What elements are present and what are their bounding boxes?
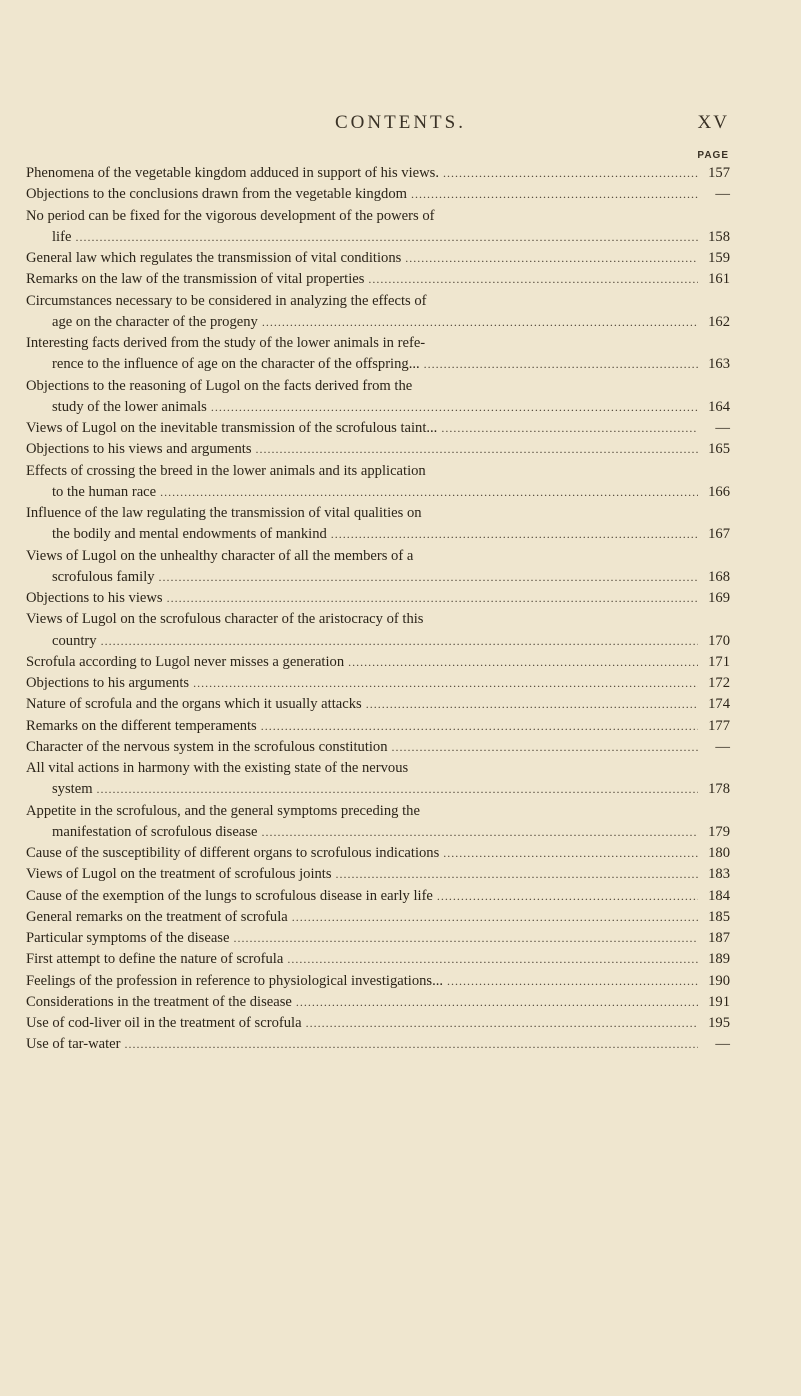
page-column-label: PAGE — [697, 150, 729, 161]
leader-dots — [336, 864, 698, 885]
toc-entry-line — [26, 333, 730, 354]
toc-entry-text: Character of the nervous system in the scrofulous constitution — [26, 738, 388, 755]
toc-page-number: 162 — [708, 313, 730, 330]
toc-page-number: 174 — [708, 696, 730, 713]
toc-page-number: 163 — [708, 356, 730, 373]
toc-entry-line — [26, 801, 730, 822]
toc-entry — [26, 758, 730, 801]
toc-entry-line — [26, 694, 730, 715]
toc-page-number: — — [715, 420, 730, 436]
toc-entry — [26, 694, 730, 715]
toc-page-number: 180 — [708, 845, 730, 861]
leader-dots — [405, 248, 698, 269]
toc-entry — [26, 333, 730, 376]
toc-entry-text: Appetite in the scrofulous, and the general symptoms preceding the — [26, 802, 420, 819]
toc-entry-line — [26, 524, 730, 545]
toc-entry — [26, 588, 730, 609]
toc-entry-line — [26, 822, 730, 843]
toc-page-number: 190 — [708, 972, 730, 989]
toc-entry-text: life — [52, 228, 72, 245]
toc-entry — [26, 248, 730, 269]
toc-entry-text: Use of tar-water — [26, 1036, 121, 1053]
toc-page-number: 161 — [708, 271, 730, 288]
toc-entry-line — [26, 864, 730, 885]
running-head-title: CONTENTS. — [335, 112, 466, 133]
leader-dots — [411, 184, 698, 205]
running-head — [0, 112, 801, 136]
toc-entry-line — [26, 673, 730, 694]
toc-entry-line — [26, 546, 730, 567]
toc-entry-line — [26, 397, 730, 418]
toc-entry — [26, 801, 730, 844]
toc-entry-text: manifestation of scrofulous disease — [52, 823, 258, 840]
toc-page-number: 165 — [708, 441, 730, 458]
leader-dots — [256, 439, 699, 460]
leader-dots — [306, 1013, 698, 1034]
toc-page-number: 184 — [708, 887, 730, 904]
toc-entry — [26, 291, 730, 334]
toc-page-number: 171 — [708, 653, 730, 670]
toc-entry-line — [26, 886, 730, 907]
toc-page-number: 191 — [708, 993, 730, 1010]
toc-entry-text: Cause of the susceptibility of different organs to scrofulous indications — [26, 845, 440, 861]
toc-page-number: — — [715, 1036, 730, 1053]
table-of-contents — [26, 163, 730, 1056]
toc-entry-line — [26, 1034, 730, 1055]
toc-entry — [26, 971, 730, 992]
toc-entry — [26, 546, 730, 589]
toc-entry-text: Remarks on the different temperaments — [26, 717, 257, 734]
toc-entry — [26, 1034, 730, 1055]
toc-entry-line — [26, 928, 730, 949]
leader-dots — [261, 716, 698, 737]
toc-entry — [26, 461, 730, 504]
toc-page-number: 164 — [708, 398, 730, 415]
toc-page-number: 177 — [708, 717, 730, 734]
toc-entry-line — [26, 312, 730, 333]
leader-dots — [368, 269, 698, 290]
leader-dots — [424, 354, 698, 375]
toc-entry — [26, 184, 730, 205]
toc-page-number: 169 — [708, 590, 730, 606]
toc-entry-text: Particular symptoms of the disease — [26, 930, 230, 946]
toc-page-number: 170 — [708, 632, 730, 649]
toc-entry — [26, 652, 730, 673]
toc-entry — [26, 269, 730, 290]
leader-dots — [447, 971, 698, 992]
toc-page-number: — — [715, 186, 730, 203]
leader-dots — [75, 227, 698, 248]
toc-entry-line — [26, 163, 730, 184]
toc-entry-line — [26, 758, 730, 779]
toc-entry-line — [26, 907, 730, 928]
toc-entry-line — [26, 609, 730, 630]
toc-entry-text: Objections to his arguments — [26, 675, 190, 691]
toc-entry-text: age on the character of the progeny — [52, 313, 258, 330]
toc-entry-text: All vital actions in harmony with the existing state of the nervous — [26, 760, 409, 776]
running-head-page-numeral: XV — [697, 112, 729, 133]
toc-entry — [26, 907, 730, 928]
toc-entry-text: Objections to his views — [26, 590, 163, 606]
toc-entry — [26, 886, 730, 907]
toc-entry-text: Considerations in the treatment of the disease — [26, 993, 292, 1010]
leader-dots — [437, 886, 698, 907]
toc-entry-line — [26, 269, 730, 290]
toc-entry-line — [26, 588, 730, 609]
toc-entry-line — [26, 567, 730, 588]
toc-entry-text: study of the lower animals — [52, 398, 207, 415]
toc-entry-line — [26, 227, 730, 248]
toc-entry-text: scrofulous family — [52, 568, 155, 585]
toc-page-number: 157 — [708, 165, 730, 181]
toc-page-number: — — [715, 738, 730, 755]
toc-entry — [26, 992, 730, 1013]
leader-dots — [193, 673, 698, 694]
toc-entry-line — [26, 631, 730, 652]
toc-entry-line — [26, 716, 730, 737]
toc-entry-line — [26, 461, 730, 482]
leader-dots — [160, 482, 698, 503]
toc-entry — [26, 163, 730, 184]
toc-entry — [26, 843, 730, 864]
toc-entry — [26, 418, 730, 439]
toc-entry-line — [26, 184, 730, 205]
toc-entry — [26, 376, 730, 419]
toc-entry-text: Phenomena of the vegetable kingdom adduced in support of his views. — [26, 165, 439, 181]
toc-page-number: 189 — [708, 951, 730, 968]
toc-entry-line — [26, 843, 730, 864]
leader-dots — [292, 907, 698, 928]
leader-dots — [366, 694, 698, 715]
toc-entry — [26, 864, 730, 885]
leader-dots — [296, 992, 698, 1013]
toc-entry-text: Cause of the exemption of the lungs to scrofulous disease in early life — [26, 887, 433, 904]
toc-page-number: 195 — [708, 1015, 730, 1031]
leader-dots — [262, 312, 698, 333]
toc-entry-text: Interesting facts derived from the study of the lower animals in refe- — [26, 335, 426, 351]
toc-page-number: 183 — [708, 866, 730, 883]
toc-entry-line — [26, 482, 730, 503]
leader-dots — [97, 779, 698, 800]
toc-entry-text: rence to the influence of age on the character of the offspring... — [52, 356, 420, 373]
toc-entry — [26, 439, 730, 460]
leader-dots — [101, 631, 698, 652]
leader-dots — [261, 822, 698, 843]
leader-dots — [167, 588, 698, 609]
toc-entry-line — [26, 971, 730, 992]
toc-entry — [26, 1013, 730, 1034]
toc-page-number: 158 — [708, 228, 730, 245]
leader-dots — [287, 949, 698, 970]
toc-entry-line — [26, 737, 730, 758]
toc-entry — [26, 949, 730, 970]
toc-entry-text: Objections to the conclusions drawn from the vegetable kingdom — [26, 186, 407, 203]
toc-page-number: 179 — [708, 823, 730, 840]
toc-entry-line — [26, 354, 730, 375]
toc-entry-line — [26, 439, 730, 460]
toc-entry-text: Views of Lugol on the treatment of scrofulous joints — [26, 866, 332, 883]
leader-dots — [211, 397, 698, 418]
toc-entry — [26, 928, 730, 949]
toc-entry-line — [26, 206, 730, 227]
toc-entry — [26, 737, 730, 758]
toc-entry-line — [26, 418, 730, 439]
toc-entry-text: country — [52, 632, 97, 649]
leader-dots — [233, 928, 698, 949]
leader-dots — [443, 163, 698, 184]
toc-entry-text: Views of Lugol on the scrofulous character of the aristocracy of this — [26, 611, 424, 628]
toc-entry — [26, 503, 730, 546]
toc-entry — [26, 673, 730, 694]
toc-entry-text: Objections to his views and arguments — [26, 441, 252, 458]
toc-entry-text: the bodily and mental endowments of mankind — [52, 526, 327, 543]
toc-entry-text: No period can be fixed for the vigorous development of the powers of — [26, 207, 435, 224]
toc-page-number: 185 — [708, 908, 730, 925]
toc-page-number: 172 — [708, 675, 730, 691]
toc-entry-text: General law which regulates the transmission of vital conditions — [26, 250, 402, 266]
toc-entry — [26, 206, 730, 249]
toc-entry-line — [26, 248, 730, 269]
toc-entry-text: Scrofula according to Lugol never misses a generation — [26, 653, 345, 670]
toc-entry-line — [26, 992, 730, 1013]
leader-dots — [331, 524, 698, 545]
toc-entry-text: General remarks on the treatment of scrofula — [26, 908, 288, 925]
leader-dots — [348, 652, 698, 673]
toc-entry-line — [26, 376, 730, 397]
toc-entry — [26, 609, 730, 652]
toc-entry-text: Objections to the reasoning of Lugol on the facts derived from the — [26, 377, 413, 394]
toc-entry-text: Views of Lugol on the unhealthy character of all the members of a — [26, 547, 414, 564]
toc-entry-line — [26, 779, 730, 800]
toc-entry-line — [26, 291, 730, 312]
toc-entry-text: Use of cod-liver oil in the treatment of scrofula — [26, 1015, 302, 1031]
toc-entry — [26, 716, 730, 737]
toc-entry-text: First attempt to define the nature of scrofula — [26, 951, 284, 968]
toc-entry-text: to the human race — [52, 483, 157, 500]
leader-dots — [125, 1034, 698, 1055]
toc-page-number: 166 — [708, 483, 730, 500]
toc-entry-line — [26, 949, 730, 970]
toc-entry-text: system — [52, 781, 93, 798]
leader-dots — [441, 418, 698, 439]
toc-entry-text: Feelings of the profession in reference to physiological investigations... — [26, 972, 444, 989]
toc-entry-line — [26, 1013, 730, 1034]
toc-page-number: 187 — [708, 930, 730, 946]
toc-page-number: 159 — [708, 250, 730, 266]
toc-entry-text: Remarks on the law of the transmission of vital properties — [26, 271, 365, 288]
leader-dots — [392, 737, 698, 758]
toc-entry-text: Nature of scrofula and the organs which it usually attacks — [26, 696, 362, 713]
toc-entry-text: Influence of the law regulating the transmission of vital qualities on — [26, 505, 422, 521]
leader-dots — [443, 843, 698, 864]
leader-dots — [159, 567, 698, 588]
toc-page-number: 168 — [708, 568, 730, 585]
toc-page-number: 178 — [708, 781, 730, 798]
toc-entry-line — [26, 652, 730, 673]
toc-page-number: 167 — [708, 526, 730, 543]
toc-entry-text: Effects of crossing the breed in the lower animals and its application — [26, 462, 426, 479]
toc-entry-text: Circumstances necessary to be considered in analyzing the effects of — [26, 292, 427, 309]
toc-entry-line — [26, 503, 730, 524]
toc-entry-text: Views of Lugol on the inevitable transmission of the scrofulous taint... — [26, 420, 438, 436]
